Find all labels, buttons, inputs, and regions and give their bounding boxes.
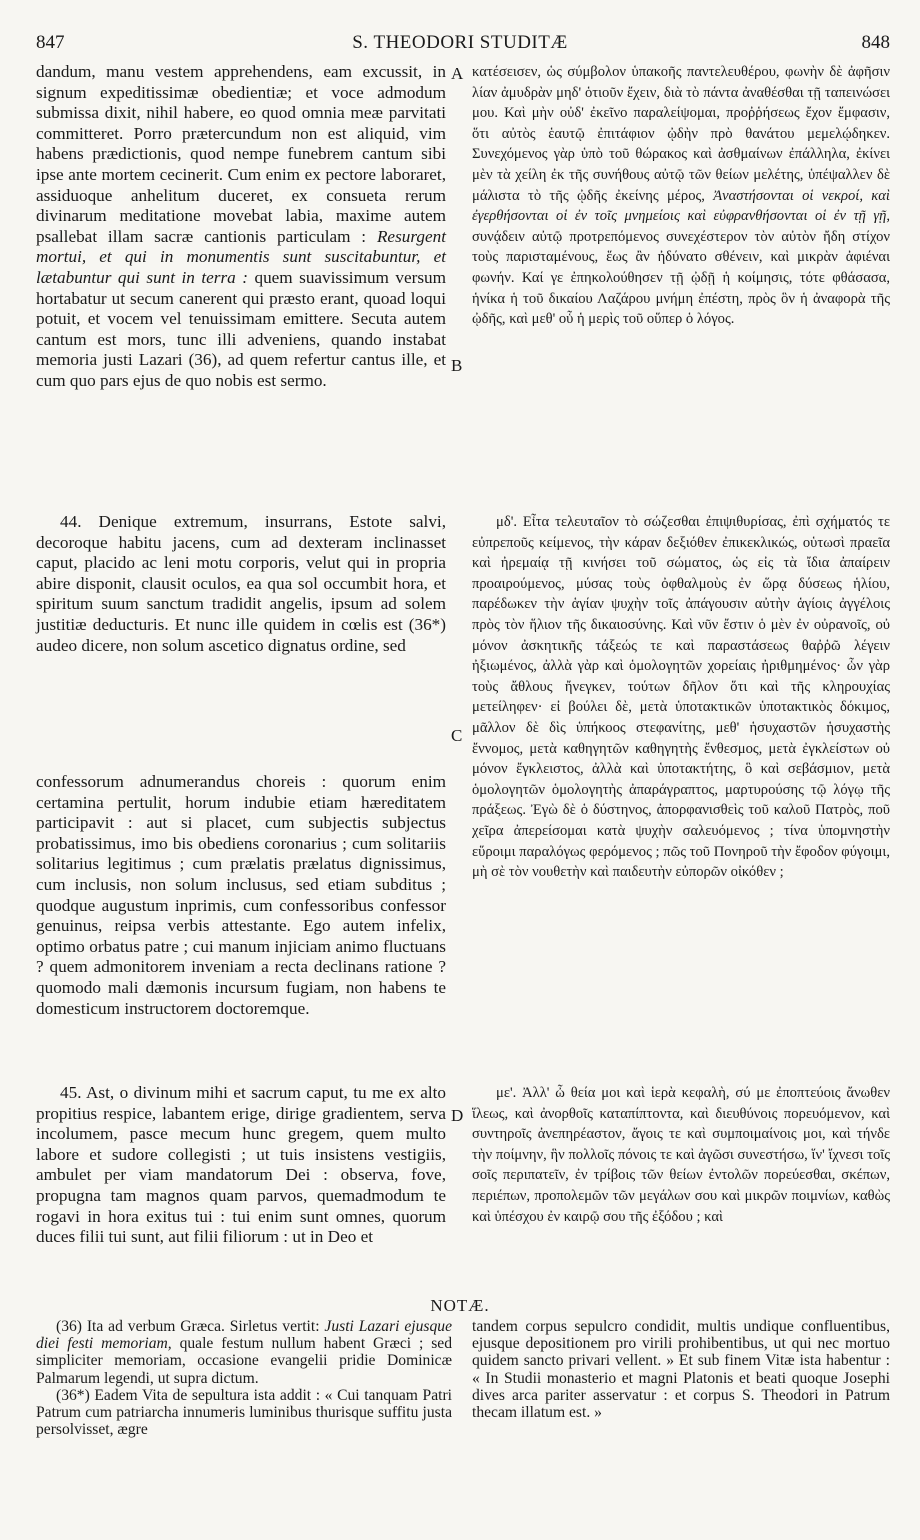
greek-43-text: κατέσεισεν, ὡς σύμβολον ὑπακοῆς παντελευθέρου, φωνὴν δὲ ἀφῆσιν λίαν ἀμυδρὰν μηδ' ὁτιοῦν ἔχειν, διὰ τὸ πάντα ἀναθέσθαι τῇ ταπεινώσει μου. Καὶ μὴν οὐδ' ἐκεῖνο παραλείψομαι, προῤῥήσεως ἔχον ἔμφασιν, ὅτι αὐτὸς ἑαυτῷ ἐπιτάφιον ᾠδὴν πρὸ θανάτου μεμελῴδηκεν. Συνεχόμενος γὰρ ὑπὸ τοῦ θώρακος καὶ ἀσθμαίνων ἐπάλληλα, ἐκίνει μὲν τὰ χείλη ἐκ τῆς συνήθους αὐτῷ τῶν θείων μελέτης, ὑπέψαλλεν δὲ μάλιστα τὸ τῆς ᾠδῆς ἐκείνης μέρος, xyxy=(472,64,890,204)
greek-paragraph-45 xyxy=(472,1083,890,1227)
page-number-right: 848 xyxy=(861,32,890,53)
greek-43-quote: Ἀναστήσονται οἱ νεκροί, καὶ ἐγερθήσονται οἱ ἐν τοῖς μνημείοις καὶ εὐφρανθήσονται οἱ ἐν τῇ γῇ, xyxy=(472,187,890,225)
margin-marker-a: A xyxy=(451,64,464,83)
greek-44-text: μδ'. Εἶτα τελευταῖον τὸ σώζεσθαι ἐπιψιθυρίσας, ἐπὶ σχήματός τε εὐπρεποῦς κείμενος, τὴν κάραν δεξιόθεν ἐπικεκλικώς, οὑτωσὶ πραεῖα καὶ ἠρεμαίᾳ τῇ κινήσει τοῦ σώματος, ὡς εἰς τὰ ἴδια ἀπαίρειν προαιρούμενος, μύσας τοὺς ὀφθαλμοὺς ἐν ὥρᾳ δύσεως ἡλίου, παρέδωκεν τὴν ἁγίαν ψυχὴν τοῖς ἀπάγουσιν αὐτὴν ἁγίοις ἀγγέλοις πρὸς τὸν ἥλιον τῆς δικαιοσύνης. Καὶ νῦν ἔστιν ὁ μὲν ἐν οὐρανοῖς, οὐ μόνον ἀσκητικῆς τάξεώς τε καὶ παραστάσεως θαῤῥῶ λέγειν ἠξιωμένος, ἀλλὰ γὰρ καὶ ὁμολογητῶν χορείαις ἠριθμημένος· ὧν γὰρ τοὺς ἄθλους ἤνεγκεν, τούτων δῆλον ὅτι καὶ τῆς κληρουχίας μετείληφεν· εἰ βούλει δὲ, μετὰ ὑποτακτικῶν ὑποτακτικὸς δόκιμος, μᾶλλον δὲ δὶς ὑπήκοος στεφανίτης, μεθ' ἡσυχαστῶν ἡσυχαστὴς ἔννομος, μετὰ καθηγητῶν καθηγητὴς ἔνθεσμος, μετὰ ἐγκλείστων οὐ μόνον ἔγκλειστος, ἀλλὰ καὶ ὑποτακτήτης, ὃ καὶ σεβάσμιον, μετὰ ὁμολογητῶν ὁμολογητὴς ἀπαράγραπτος, μαρτυρούσης τῷ λόγῳ τῆς πράξεως. Ἐγὼ δὲ ὁ δύστηνος, ἀπορφανισθεὶς τοῦ καλοῦ Πατρὸς, ποῦ χεῖρα ἀπερείσομαι κατὰ ψυχὴν σαλευόμενος ; τίνα ὑπομνηστὴν εὕροιμι παραλόγως φερόμενος ; πῶς τοῦ Πονηροῦ τὴν ἔφοδον φύγοιμι, μὴ σὲ τὸν νουθετὴν καὶ παιδευτὴν εὐπορῶν οἰκόθεν ; xyxy=(472,514,890,881)
running-title: S. THEODORI STUDITÆ xyxy=(352,32,568,53)
latin-43-text-end: quem suavissimum versum hortabatur ut secum canerent qui præsto erant, quoad loqui potuit, et vocem vel tenuissimam emittere. Secuta autem cantum est mors, tunc illi adveniens, quando instabat memoria justi Lazari (36), ad quem refertur cantus ille, et cum quo pars ejus de quo nobis est sermo. xyxy=(36,267,446,390)
latin-44-text-cont: confessorum adnumerandus choreis : quorum enim certamina pertulit, horum indubie etiam hæreditatem participavit : aut si placet, cum subjectis subjectus probatissimus, imo bis obediens coronarius ; cum solitariis solitarius legitimus ; cum prælatis prælatus dignissimus, cum inclusis, non solum inclusus, sed etiam subditus ; quodque augustum inprimis, cum confessoribus confessor genuinus, reipsa verbis attestante. Ego autem infelix, optimo orbatus patre ; cui manum injiciam animo fluctuans ? quem admonitorem inveniam a recta declinans ratione ? quomodo mali dæmonis incursum fugiam, non habens te domesticum instructorem doctoremque. xyxy=(36,772,446,1018)
latin-43-quote: Resurgent mortui, et qui in monumentis sunt suscitabuntur, et lætabuntur qui sunt in terra : xyxy=(36,226,446,287)
page-header xyxy=(30,32,890,58)
notes-left-column xyxy=(36,1318,452,1438)
notes-heading: NOTÆ. xyxy=(430,1296,490,1315)
latin-45-text: 45. Ast, o divinum mihi et sacrum caput, tu me ex alto propitius respice, labantem erige, dirige gradientem, serva incolumem, pasce mecum hunc gregem, quem multo labore et sudore collegisti ; ut tuis insistens vestigiis, ambulet per viam mandatorum Dei : observa, fove, propugna tam magnos quam parvos, quemadmodum te rogavi in hora exitus tui : tui enim sunt omnes, quorum duces filii tui sunt, aut filii filiorum : ut in Deo et xyxy=(36,1083,446,1247)
latin-paragraph-45 xyxy=(36,1083,446,1248)
latin-44-text: 44. Denique extremum, insurrans, Estote salvi, decoroque habitu jacens, cum ad dexteram inclinasset caput, placido ac leni motu corporis, velut qui in propria abire disponit, clausit oculos, ea qua sol occumbit hora, et spiritum suum sanctum tradidit angelis, ipsum ad solem justitiæ deducturis. Et nunc ille quidem in cœlis est (36*) audeo dicere, non solum ascetico dignatus ordine, sed xyxy=(36,512,446,655)
latin-paragraph-44 xyxy=(36,512,446,656)
notes-right-column xyxy=(472,1318,890,1421)
greek-45-text: με'. Ἀλλ' ὦ θεία μοι καὶ ἱερὰ κεφαλὴ, σύ με ἐποπτεύοις ἄνωθεν ἵλεως, καὶ ἀνορθοῖς καταπίπτοντα, καὶ διευθύνοις πορευόμενον, καὶ συντηροῖς ἀνεπηρέαστον, ἄγοις τε καὶ συμποιμαίνοις μοι, καὶ τήνδε τὴν ποίμνην, ἣν πολλοῖς πόνοις τε καὶ ἀγῶσι συνεστήσω, ἵν' ἴχνεσι τοῖς σοῖς περιπατεῖν, ἐν τρίβοις τῶν θείων ἐντολῶν πορεύεσθαι, σκέπων, περιέπων, προπολεμῶν τῶν μεγάλων σου καὶ μικρῶν ποιμνίων, καθὼς καὶ ὑπέσχου ἐν καιρῷ σου τῆς ἐξόδου ; καὶ xyxy=(472,1085,890,1225)
latin-43-text: dandum, manu vestem apprehendens, eam excussit, in signum expeditissimæ obedientiæ; et voce admodum submissa dixit, nihil habere, eo quod omnia meæ parvitati committeret. Porro prætercundum non est aliquid, vim habens prædictionis, quod nempe funebrem cantum sibi ipse ante mortem cecinerit. Cum enim ex pectore laboraret, assiduoque anhelitum duceret, ex consueta rerum divinarum meditatione movebat labia, maxime autem psallebat illam sacræ cantionis particulam : xyxy=(36,62,446,246)
greek-paragraph-43 xyxy=(472,62,890,330)
note-36: (36) Ita ad verbum Græca. Sirletus vertit: Justi Lazari ejusque diei festi memoriam, quale festum nullum habent Græci ; sed simpliciter memoriam, occasione evangelii pridie Dominicæ Palmarum legendi, ut supra dictum. xyxy=(36,1318,453,1387)
note-36-star-cont: tandem corpus sepulcro condidit, multis undique confluentibus, ejusque depositionem pro virili prohibentibus, ut qui nec mortuo quidem sancto privari vellent. » Et sub finem Vitæ ista habentur : « In Studii monasterio et magni Platonis et beati quoque Josephi dives arca pariter asservatur : et corpus S. Theodori in Patrum thecam illatum est. » xyxy=(472,1318,890,1422)
margin-marker-c: C xyxy=(451,726,463,745)
latin-paragraph-44-cont xyxy=(36,772,446,1019)
margin-marker-b: B xyxy=(451,356,463,375)
greek-paragraph-44 xyxy=(472,512,890,883)
note-36-star: (36*) Eadem Vita de sepultura ista addit : « Cui tanquam Patri Patrum cum patriarcha innumeris luminibus thurisque suffitu justa persolvisset, ægre xyxy=(36,1386,452,1439)
latin-paragraph-43 xyxy=(36,62,446,392)
page-number-left: 847 xyxy=(36,32,65,53)
margin-marker-d: D xyxy=(451,1106,464,1125)
greek-43-text-end: συνᾴδειν αὐτῷ προτρεπόμενος συνεχέστερον τὸν αὐτὸν ἤδη στίχον τοὺς παρισταμένους, ἕως ἂν ἠδύνατο σθένειν, καὶ μικρὰν ἀφιέναι φωνήν. Καί γε ἐπηκολούθησεν τῇ ᾠδῇ ἡ κοίμησις, τότε φθάσασα, ἡνίκα ἡ τοῦ δικαίου Λαζάρου μνήμη ἐπέστη, πρὸς ὃν ἡ ἀναφορὰ τῆς ᾠδῆς, καὶ μεθ' οὗ ἡ μερὶς τοῦ οὕπερ ὁ λόγος. xyxy=(472,228,890,328)
